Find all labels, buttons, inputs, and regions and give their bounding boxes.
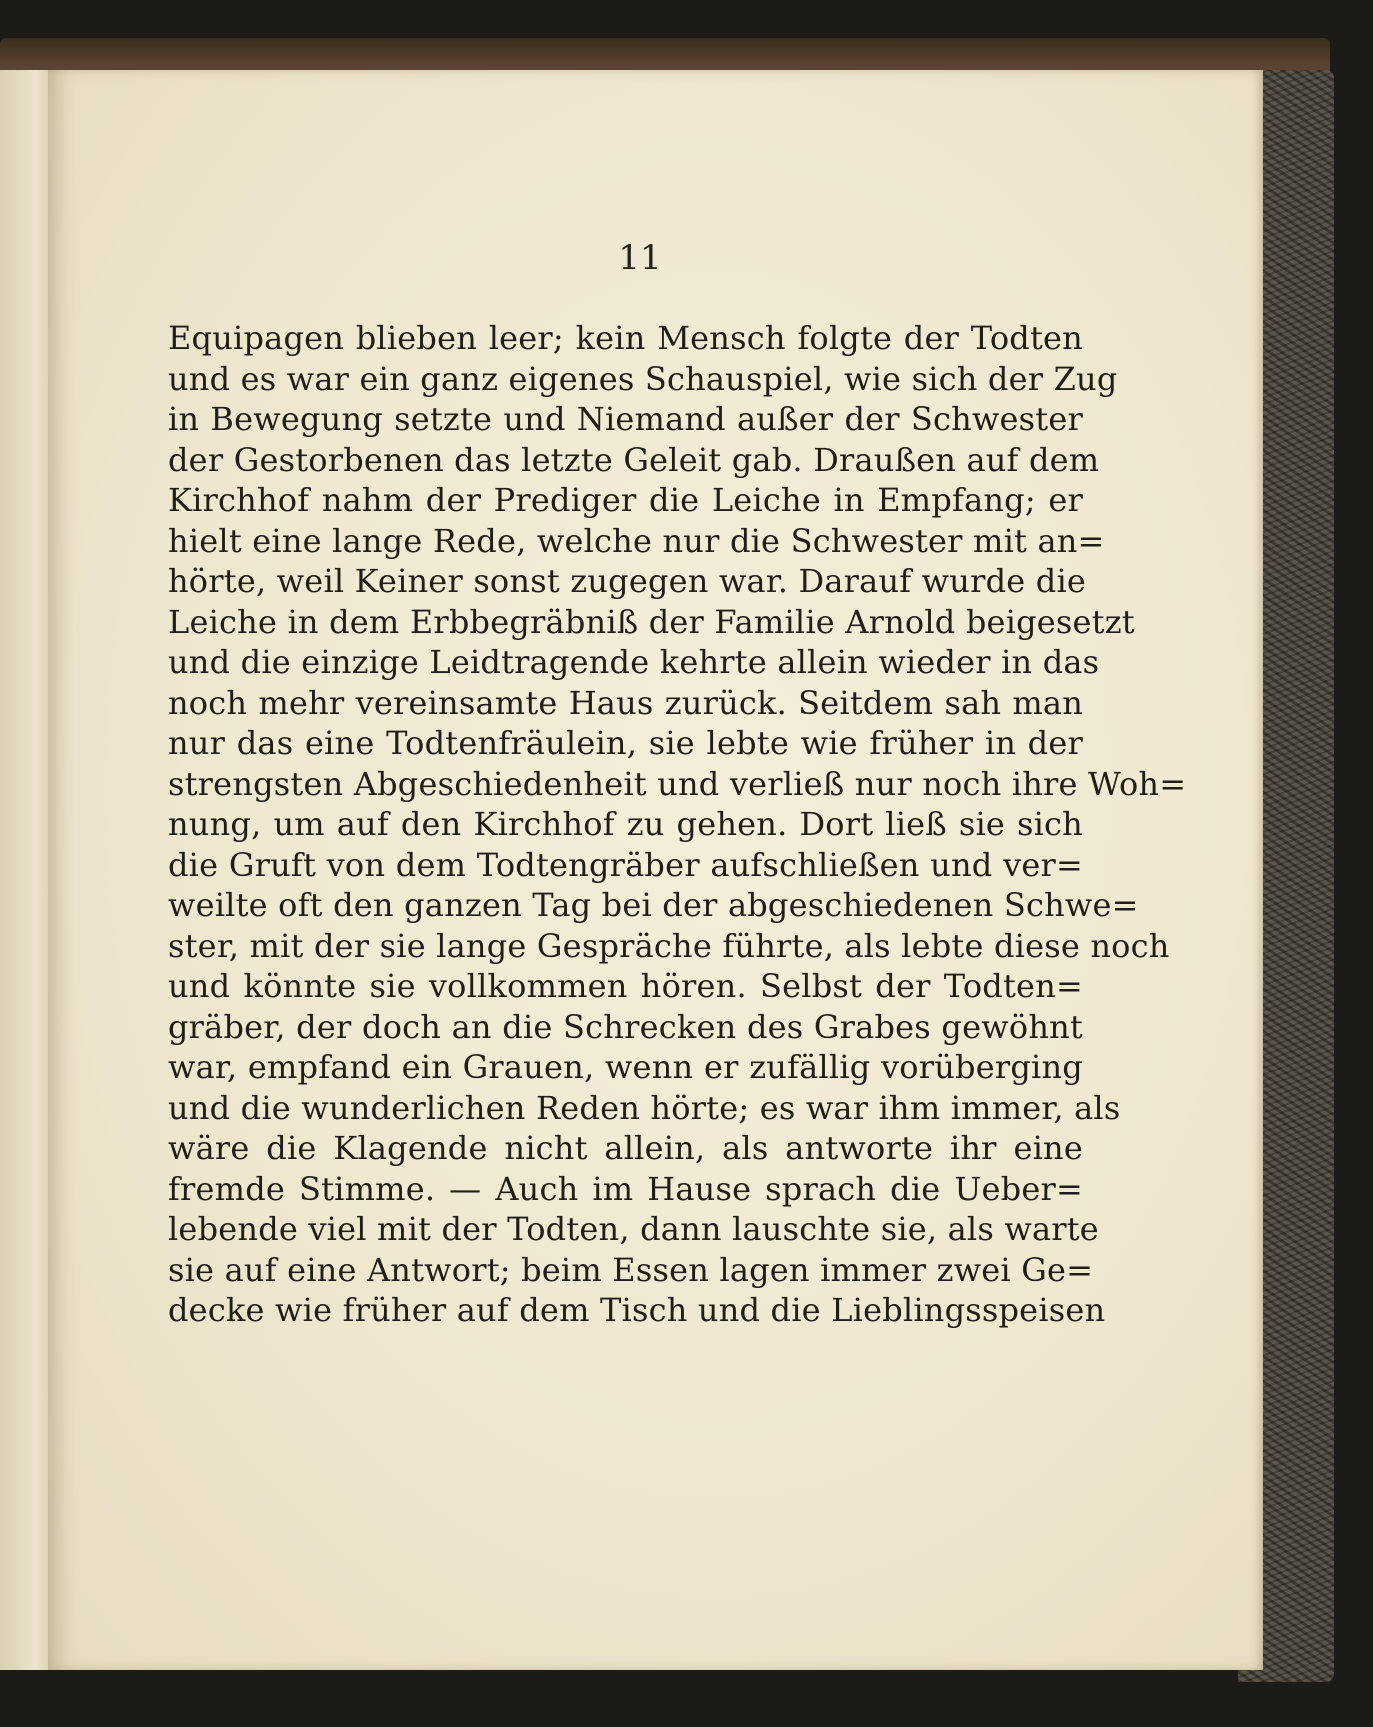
text-line: Leiche in dem Erbbegräbniß der Familie Arnold beigesetzt bbox=[168, 602, 1135, 641]
text-line: Kirchhof nahm der Prediger die Leiche in Empfang; er bbox=[168, 481, 1083, 519]
text-line: hielt eine lange Rede, welche nur die Schwester mit an= bbox=[168, 521, 1105, 560]
text-line: wäre die Klagende nicht allein, als antworte ihr eine bbox=[168, 1129, 1083, 1167]
page-text bbox=[168, 318, 1187, 1331]
text-line: Equipagen blieben leer; kein Mensch folgte der Todten bbox=[168, 319, 1083, 357]
text-line: und die wunderlichen Reden hörte; es war ihm immer, als bbox=[168, 1088, 1121, 1127]
text-line: und die einzige Leidtragende kehrte allein wieder in das bbox=[168, 643, 1100, 681]
page-number: 11 bbox=[618, 238, 662, 278]
text-line: lebende viel mit der Todten, dann lauschte sie, als warte bbox=[168, 1210, 1099, 1248]
text-line: nur das eine Todtenfräulein, sie lebte wie früher in der bbox=[168, 724, 1083, 762]
text-line: hörte, weil Keiner sonst zugegen war. Darauf wurde die bbox=[168, 562, 1087, 600]
text-line: und es war ein ganz eigenes Schauspiel, wie sich der Zug bbox=[168, 359, 1118, 398]
text-line: und könnte sie vollkommen hören. Selbst der Todten= bbox=[168, 967, 1083, 1005]
text-line: die Gruft von dem Todtengräber aufschließen und ver= bbox=[168, 845, 1083, 884]
text-line: noch mehr vereinsamte Haus zurück. Seitdem sah man bbox=[168, 683, 1083, 722]
text-line: strengsten Abgeschiedenheit und verließ nur noch ihre Woh= bbox=[168, 764, 1187, 803]
text-line: weilte oft den ganzen Tag bei der abgeschiedenen Schwe= bbox=[168, 886, 1139, 924]
text-line: war, empfand ein Grauen, wenn er zufällig vorüberging bbox=[168, 1048, 1083, 1086]
text-line: ster, mit der sie lange Gespräche führte, als lebte diese noch bbox=[168, 926, 1170, 965]
text-line: in Bewegung setzte und Niemand außer der Schwester bbox=[168, 400, 1083, 438]
text-line: decke wie früher auf dem Tisch und die Lieblingsspeisen bbox=[168, 1291, 1106, 1329]
text-line: sie auf eine Antwort; beim Essen lagen immer zwei Ge= bbox=[168, 1250, 1094, 1289]
text-line: gräber, der doch an die Schrecken des Grabes gewöhnt bbox=[168, 1007, 1083, 1046]
text-line: nung, um auf den Kirchhof zu gehen. Dort ließ sie sich bbox=[168, 805, 1083, 843]
text-line: der Gestorbenen das letzte Geleit gab. Draußen auf dem bbox=[168, 440, 1100, 479]
text-line: fremde Stimme. — Auch im Hause sprach die Ueber= bbox=[168, 1169, 1083, 1208]
